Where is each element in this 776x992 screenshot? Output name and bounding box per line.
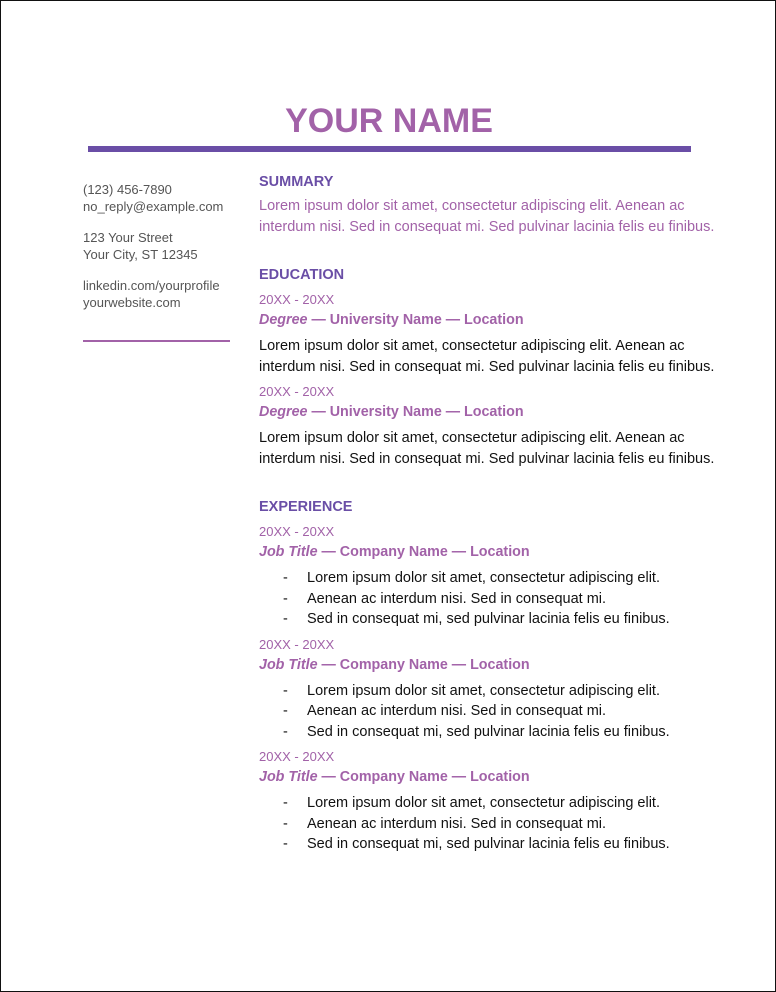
education-entry bbox=[259, 383, 739, 469]
contact-phone-email bbox=[83, 182, 243, 215]
degree-label: Degree bbox=[259, 312, 308, 328]
contact-email: no_reply@example.com bbox=[83, 198, 224, 214]
experience-title bbox=[259, 542, 739, 562]
sidebar-rule bbox=[83, 340, 230, 342]
bullet-item: - Aenean ac interdum nisi. Sed in consequat mi. bbox=[283, 589, 739, 610]
bullet-item: - Aenean ac interdum nisi. Sed in consequat mi. bbox=[283, 701, 739, 722]
contact-sidebar bbox=[83, 182, 243, 326]
university-location: — University Name — Location bbox=[307, 312, 524, 328]
bullet-item: - Lorem ipsum dolor sit amet, consectetur adipiscing elit. bbox=[283, 793, 739, 814]
experience-entry bbox=[259, 748, 739, 855]
bullet-item: - Lorem ipsum dolor sit amet, consectetur adipiscing elit. bbox=[283, 681, 739, 702]
company-location: — Company Name — Location bbox=[317, 544, 530, 560]
education-title bbox=[259, 402, 739, 422]
contact-address bbox=[83, 230, 243, 263]
summary-heading: SUMMARY bbox=[259, 174, 334, 190]
experience-bullets bbox=[259, 568, 739, 630]
bullet-item: - Aenean ac interdum nisi. Sed in consequat mi. bbox=[283, 814, 739, 835]
education-title bbox=[259, 310, 739, 330]
education-description: Lorem ipsum dolor sit amet, consectetur adipiscing elit. Aenean ac interdum nisi. Sed in consequat mi. Sed pulvinar lacinia felis eu finibus. bbox=[259, 430, 715, 467]
education-description: Lorem ipsum dolor sit amet, consectetur adipiscing elit. Aenean ac interdum nisi. Sed in consequat mi. Sed pulvinar lacinia felis eu finibus. bbox=[259, 338, 715, 375]
resume-name: YOUR NAME bbox=[285, 102, 493, 140]
experience-entry bbox=[259, 636, 739, 743]
education-heading: EDUCATION bbox=[259, 267, 345, 283]
contact-street: 123 Your Street bbox=[83, 230, 173, 245]
summary-section bbox=[259, 172, 739, 237]
education-section bbox=[259, 265, 739, 469]
experience-heading: EXPERIENCE bbox=[259, 499, 353, 515]
header-rule bbox=[88, 146, 691, 152]
bullet-item: - Lorem ipsum dolor sit amet, consectetur adipiscing elit. bbox=[283, 568, 739, 589]
bullet-item: - Sed in consequat mi, sed pulvinar lacinia felis eu finibus. bbox=[283, 722, 739, 743]
contact-linkedin: linkedin.com/yourprofile bbox=[83, 278, 220, 293]
contact-website: yourwebsite.com bbox=[83, 294, 181, 310]
experience-dates: 20XX - 20XX bbox=[259, 524, 335, 539]
education-dates: 20XX - 20XX bbox=[259, 292, 335, 307]
company-location: — Company Name — Location bbox=[317, 656, 530, 673]
experience-title bbox=[259, 655, 739, 675]
main-content bbox=[259, 172, 739, 855]
experience-title bbox=[259, 767, 739, 787]
contact-phone: (123) 456-7890 bbox=[83, 182, 172, 197]
bullet-item: - Sed in consequat mi, sed pulvinar lacinia felis eu finibus. bbox=[283, 609, 739, 630]
education-dates: 20XX - 20XX bbox=[259, 384, 335, 399]
education-entry bbox=[259, 291, 739, 377]
job-title-label: Job Title bbox=[259, 656, 318, 673]
university-location: — University Name — Location bbox=[307, 404, 524, 420]
experience-bullets bbox=[259, 793, 739, 855]
experience-bullets bbox=[259, 681, 739, 743]
contact-links bbox=[83, 278, 243, 311]
contact-city: Your City, ST 12345 bbox=[83, 246, 198, 262]
degree-label: Degree bbox=[259, 404, 308, 420]
experience-dates: 20XX - 20XX bbox=[259, 636, 335, 652]
bullet-item: - Sed in consequat mi, sed pulvinar lacinia felis eu finibus. bbox=[283, 834, 739, 855]
job-title-label: Job Title bbox=[259, 769, 318, 785]
job-title-label: Job Title bbox=[259, 544, 318, 560]
experience-section bbox=[259, 497, 739, 855]
company-location: — Company Name — Location bbox=[317, 769, 530, 785]
summary-text: Lorem ipsum dolor sit amet, consectetur adipiscing elit. Aenean ac interdum nisi. Sed in consequat mi. Sed pulvinar lacinia felis eu finibus. bbox=[259, 198, 715, 235]
experience-dates: 20XX - 20XX bbox=[259, 749, 335, 764]
experience-entry bbox=[259, 523, 739, 630]
